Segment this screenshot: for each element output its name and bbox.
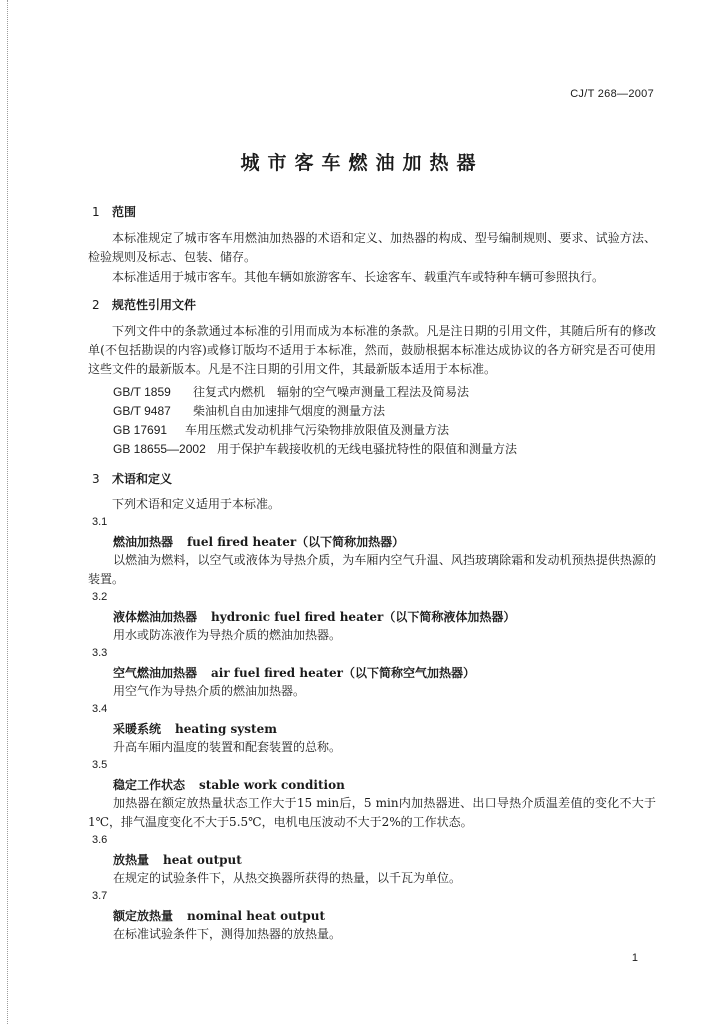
section-heading-scope — [92, 203, 136, 220]
section-heading-normative — [92, 296, 196, 313]
term-chinese: 额定放热量 — [113, 909, 174, 923]
section-title: 规范性引用文件 — [112, 298, 197, 312]
reference-code: GB 18655—2002 — [113, 442, 206, 456]
term-english: air fuel fired heater（以下简称空气加热器） — [211, 666, 475, 680]
term-chinese: 放热量 — [113, 853, 150, 867]
term-chinese: 燃油加热器 — [113, 535, 174, 549]
reference-code: GB 17691 — [113, 423, 168, 437]
term-heading — [113, 851, 242, 868]
term-number: 3.6 — [92, 834, 108, 846]
term-number: 3.3 — [92, 647, 108, 659]
term-definition: 以燃油为燃料，以空气或液体为导热介质，为车厢内空气升温、风挡玻璃除霜和发动机预热提供热源的装置。 — [88, 553, 656, 586]
section-number: 2 — [92, 298, 100, 312]
term-definition: 用水或防冻液作为导热介质的燃油加热器。 — [113, 628, 342, 642]
section-number: 3 — [92, 472, 100, 486]
section-number: 1 — [92, 205, 100, 219]
reference-title: 往复式内燃机 辐射的空气噪声测量工程法及简易法 — [193, 385, 470, 399]
term-chinese: 稳定工作状态 — [113, 778, 186, 792]
reference-code: GB/T 1859 — [113, 385, 171, 399]
reference-item — [113, 421, 449, 438]
term-heading — [113, 533, 404, 550]
term-number: 3.5 — [92, 759, 108, 771]
term-chinese: 空气燃油加热器 — [113, 666, 198, 680]
term-heading — [113, 608, 515, 625]
reference-title: 车用压燃式发动机排气污染物排放限值及测量方法 — [185, 423, 450, 437]
term-english: heating system — [175, 722, 277, 736]
scope-paragraph-2: 本标准适用于城市客车。其他车辆如旅游客车、长途客车、载重汽车或特种车辆可参照执行。 — [112, 270, 605, 284]
term-number: 3.4 — [92, 703, 108, 715]
term-chinese: 采暖系统 — [113, 722, 162, 736]
term-english: hydronic fuel fired heater（以下简称液体加热器） — [211, 610, 516, 624]
reference-title: 柴油机自由加速排气烟度的测量方法 — [193, 404, 386, 418]
scope-paragraph-1: 本标准规定了城市客车用燃油加热器的术语和定义、加热器的构成、型号编制规则、要求、试验方法、检验规则及标志、包装、储存。 — [88, 231, 656, 264]
normative-paragraph: 下列文件中的条款通过本标准的引用而成为本标准的条款。凡是注日期的引用文件，其随后所有的修改单(不包括勘误的内容)或修订版均不适用于本标准，然而，鼓励根据本标准达成协议的各方研究是否可使用这些文件的最新版本。凡是不注日期的引用文件，其最新版本适用于本标准。 — [88, 324, 656, 376]
term-heading — [113, 776, 345, 793]
section-heading-terms — [92, 470, 172, 487]
term-english: stable work condition — [199, 778, 345, 792]
term-number: 3.7 — [92, 890, 108, 902]
term-chinese: 液体燃油加热器 — [113, 610, 198, 624]
document-title: 城市客车燃油加热器 — [240, 152, 484, 174]
term-heading — [113, 664, 475, 681]
term-definition: 在规定的试验条件下，从热交换器所获得的热量，以千瓦为单位。 — [113, 871, 462, 885]
section-title: 范围 — [112, 205, 137, 219]
term-heading — [113, 720, 277, 737]
term-definition: 加热器在额定放热量状态工作大于15 min后，5 min内加热器进、出口导热介质温差值的变化不大于1℃，排气温度变化不大于5.5℃，电机电压波动不大于2%的工作状态。 — [88, 796, 656, 829]
term-heading — [113, 907, 325, 924]
term-english: nominal heat output — [187, 909, 326, 923]
reference-code: GB/T 9487 — [113, 404, 171, 418]
term-number: 3.1 — [92, 516, 108, 528]
reference-item — [113, 402, 385, 419]
term-definition: 升高车厢内温度的装置和配套装置的总称。 — [113, 740, 342, 754]
term-definition: 用空气作为导热介质的燃油加热器。 — [113, 684, 306, 698]
reference-item — [113, 440, 517, 457]
term-english: fuel fired heater（以下简称加热器） — [187, 535, 405, 549]
term-number: 3.2 — [92, 591, 108, 603]
reference-title: 用于保护车载接收机的无线电骚扰特性的限值和测量方法 — [217, 442, 518, 456]
terms-intro: 下列术语和定义适用于本标准。 — [112, 497, 281, 511]
reference-item — [113, 383, 469, 400]
section-title: 术语和定义 — [112, 472, 173, 486]
term-definition: 在标准试验条件下，测得加热器的放热量。 — [113, 927, 342, 941]
term-english: heat output — [163, 853, 242, 867]
page-number: 1 — [631, 952, 638, 964]
standard-code: CJ/T 268—2007 — [570, 88, 654, 100]
